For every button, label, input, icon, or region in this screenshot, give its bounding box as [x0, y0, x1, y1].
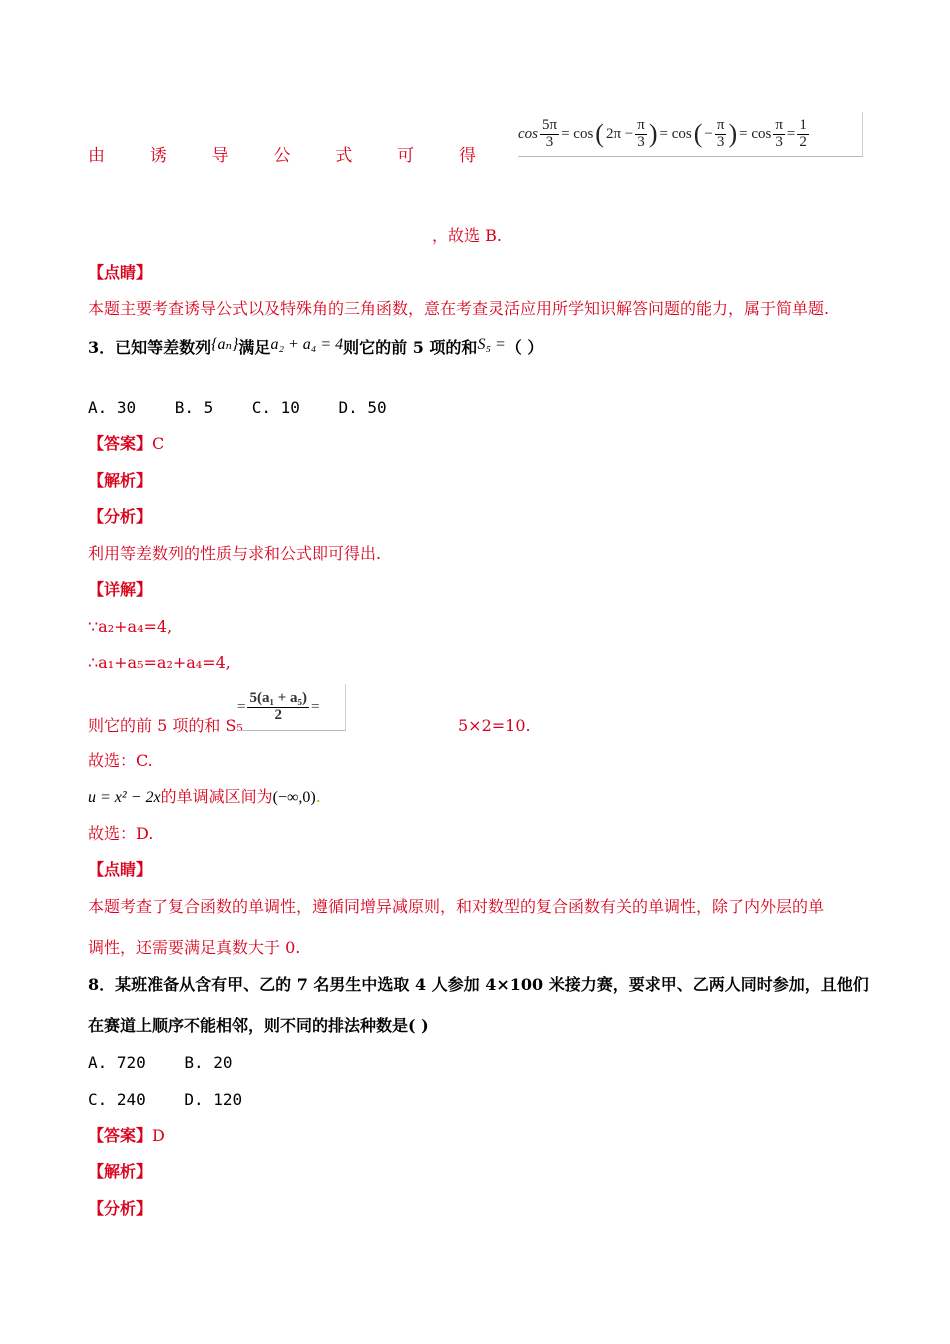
q3-xiangjie-label: 【详解】 — [88, 580, 153, 599]
q3-answer: 【答案】C — [88, 434, 165, 453]
q8-stem-2: 在赛道上顺序不能相邻，则不同的排法种数是( ) — [88, 1016, 429, 1035]
formula-text: − — [704, 125, 713, 142]
formula-eq: = cos — [739, 125, 772, 142]
formula-eq: = cos — [561, 125, 594, 142]
formula-fraction: $\frac{\pi}{3}$ — [716, 116, 725, 150]
intro-word: 诱 — [149, 146, 167, 166]
q3-stem: 3．已知等差数列{aₙ}满足a₂ + a₄ = 4则它的前 5 项的和S₅ =（ ） — [88, 336, 544, 357]
formula-fraction: $\frac{\text{5(a₁ + a₅)}}{2}$ — [249, 689, 308, 723]
q3-seq: {aₙ} — [211, 336, 239, 353]
trig-formula: cos $\frac{5\pi}{3}$ = cos ( 2π − $\frac{\pi}{3}$ ) = cos ( − $\frac{\pi}{3}$ ) = cos $\frac{\pi}{3}$ = $\frac{1}{2}$ — [518, 112, 863, 157]
q3-sum: S₅ = — [477, 336, 506, 353]
formula-fraction: $\frac{5\pi}{3}$ — [542, 116, 558, 150]
formula-fraction: $\frac{\pi}{3}$ — [637, 116, 645, 150]
q3-jiexi-label: 【解析】 — [88, 471, 153, 490]
q8-options-1: A. 720 B. 20 — [88, 1053, 233, 1072]
conclusion-text: ，故选 B. — [432, 226, 502, 245]
q3-dianjing-text-1: 本题考查了复合函数的单调性，遵循同增异减原则，和对数型的复合函数有关的单调性，除了内外层的单 — [88, 897, 825, 916]
q3-step-2: ∴a₁+a₅=a₂+a₄=4, — [88, 653, 231, 672]
q3-fenxi-label: 【分析】 — [88, 507, 153, 526]
q3-step-1: ∵a₂+a₄=4, — [88, 617, 173, 636]
q8-fenxi-label: 【分析】 — [88, 1199, 153, 1218]
u-interval: (−∞,0) — [272, 789, 316, 806]
intro-word: 式 — [335, 146, 353, 166]
q3-fenxi-text: 利用等差数列的性质与求和公式即可得出. — [88, 544, 382, 563]
q8-jiexi-label: 【解析】 — [88, 1162, 153, 1181]
q3-condition: a₂ + a₄ = 4 — [270, 336, 344, 353]
intro-word: 由 — [88, 146, 105, 166]
u-line: u = x² − 2x的单调减区间为(−∞,0). — [88, 787, 321, 806]
u-formula: u = x² − 2x — [88, 789, 161, 806]
dianjing-text: 本题主要考查诱导公式以及特殊角的三角函数，意在考查灵活应用所学知识解答问题的能力，属于简单题. — [88, 299, 830, 318]
q3-sum-formula: = $\frac{\text{5(a₁ + a₅)}}{2}$ = — [237, 684, 346, 731]
formula-func: cos — [518, 125, 538, 142]
q8-answer: 【答案】D — [88, 1126, 165, 1145]
q3-options: A. 30 B. 5 C. 10 D. 50 — [88, 398, 387, 417]
q3-dianjing-text-2: 调性，还需要满足真数大于 0. — [88, 938, 301, 957]
q3-step-3-result: 5×2=10. — [458, 716, 531, 735]
q3-guxuan: 故选：C. — [88, 751, 153, 770]
q8-options-2: C. 240 D. 120 — [88, 1090, 243, 1109]
formula-text: 2π − — [605, 125, 634, 142]
formula-eq: = cos — [659, 125, 692, 142]
formula-fraction: $\frac{1}{2}$ — [799, 116, 807, 150]
intro-word: 公 — [273, 146, 291, 166]
intro-word: 可 — [397, 146, 415, 166]
dianjing-label: 【点睛】 — [88, 263, 153, 282]
intro-word: 导 — [211, 146, 229, 166]
q3-guxuan-2: 故选：D. — [88, 824, 154, 843]
q3-dianjing-label: 【点睛】 — [88, 860, 153, 879]
intro-word: 得 — [458, 146, 476, 166]
formula-eq: = — [786, 125, 796, 142]
q8-stem-1: 8．某班准备从含有甲、乙的 7 名男生中选取 4 人参加 4×100 米接力赛，要求甲、乙两人同时参加，且他们 — [88, 975, 869, 994]
intro-words — [88, 141, 476, 166]
formula-fraction: $\frac{\pi}{3}$ — [775, 116, 783, 150]
q3-step-3-text: 则它的前 5 项的和 S₅ — [88, 716, 243, 735]
